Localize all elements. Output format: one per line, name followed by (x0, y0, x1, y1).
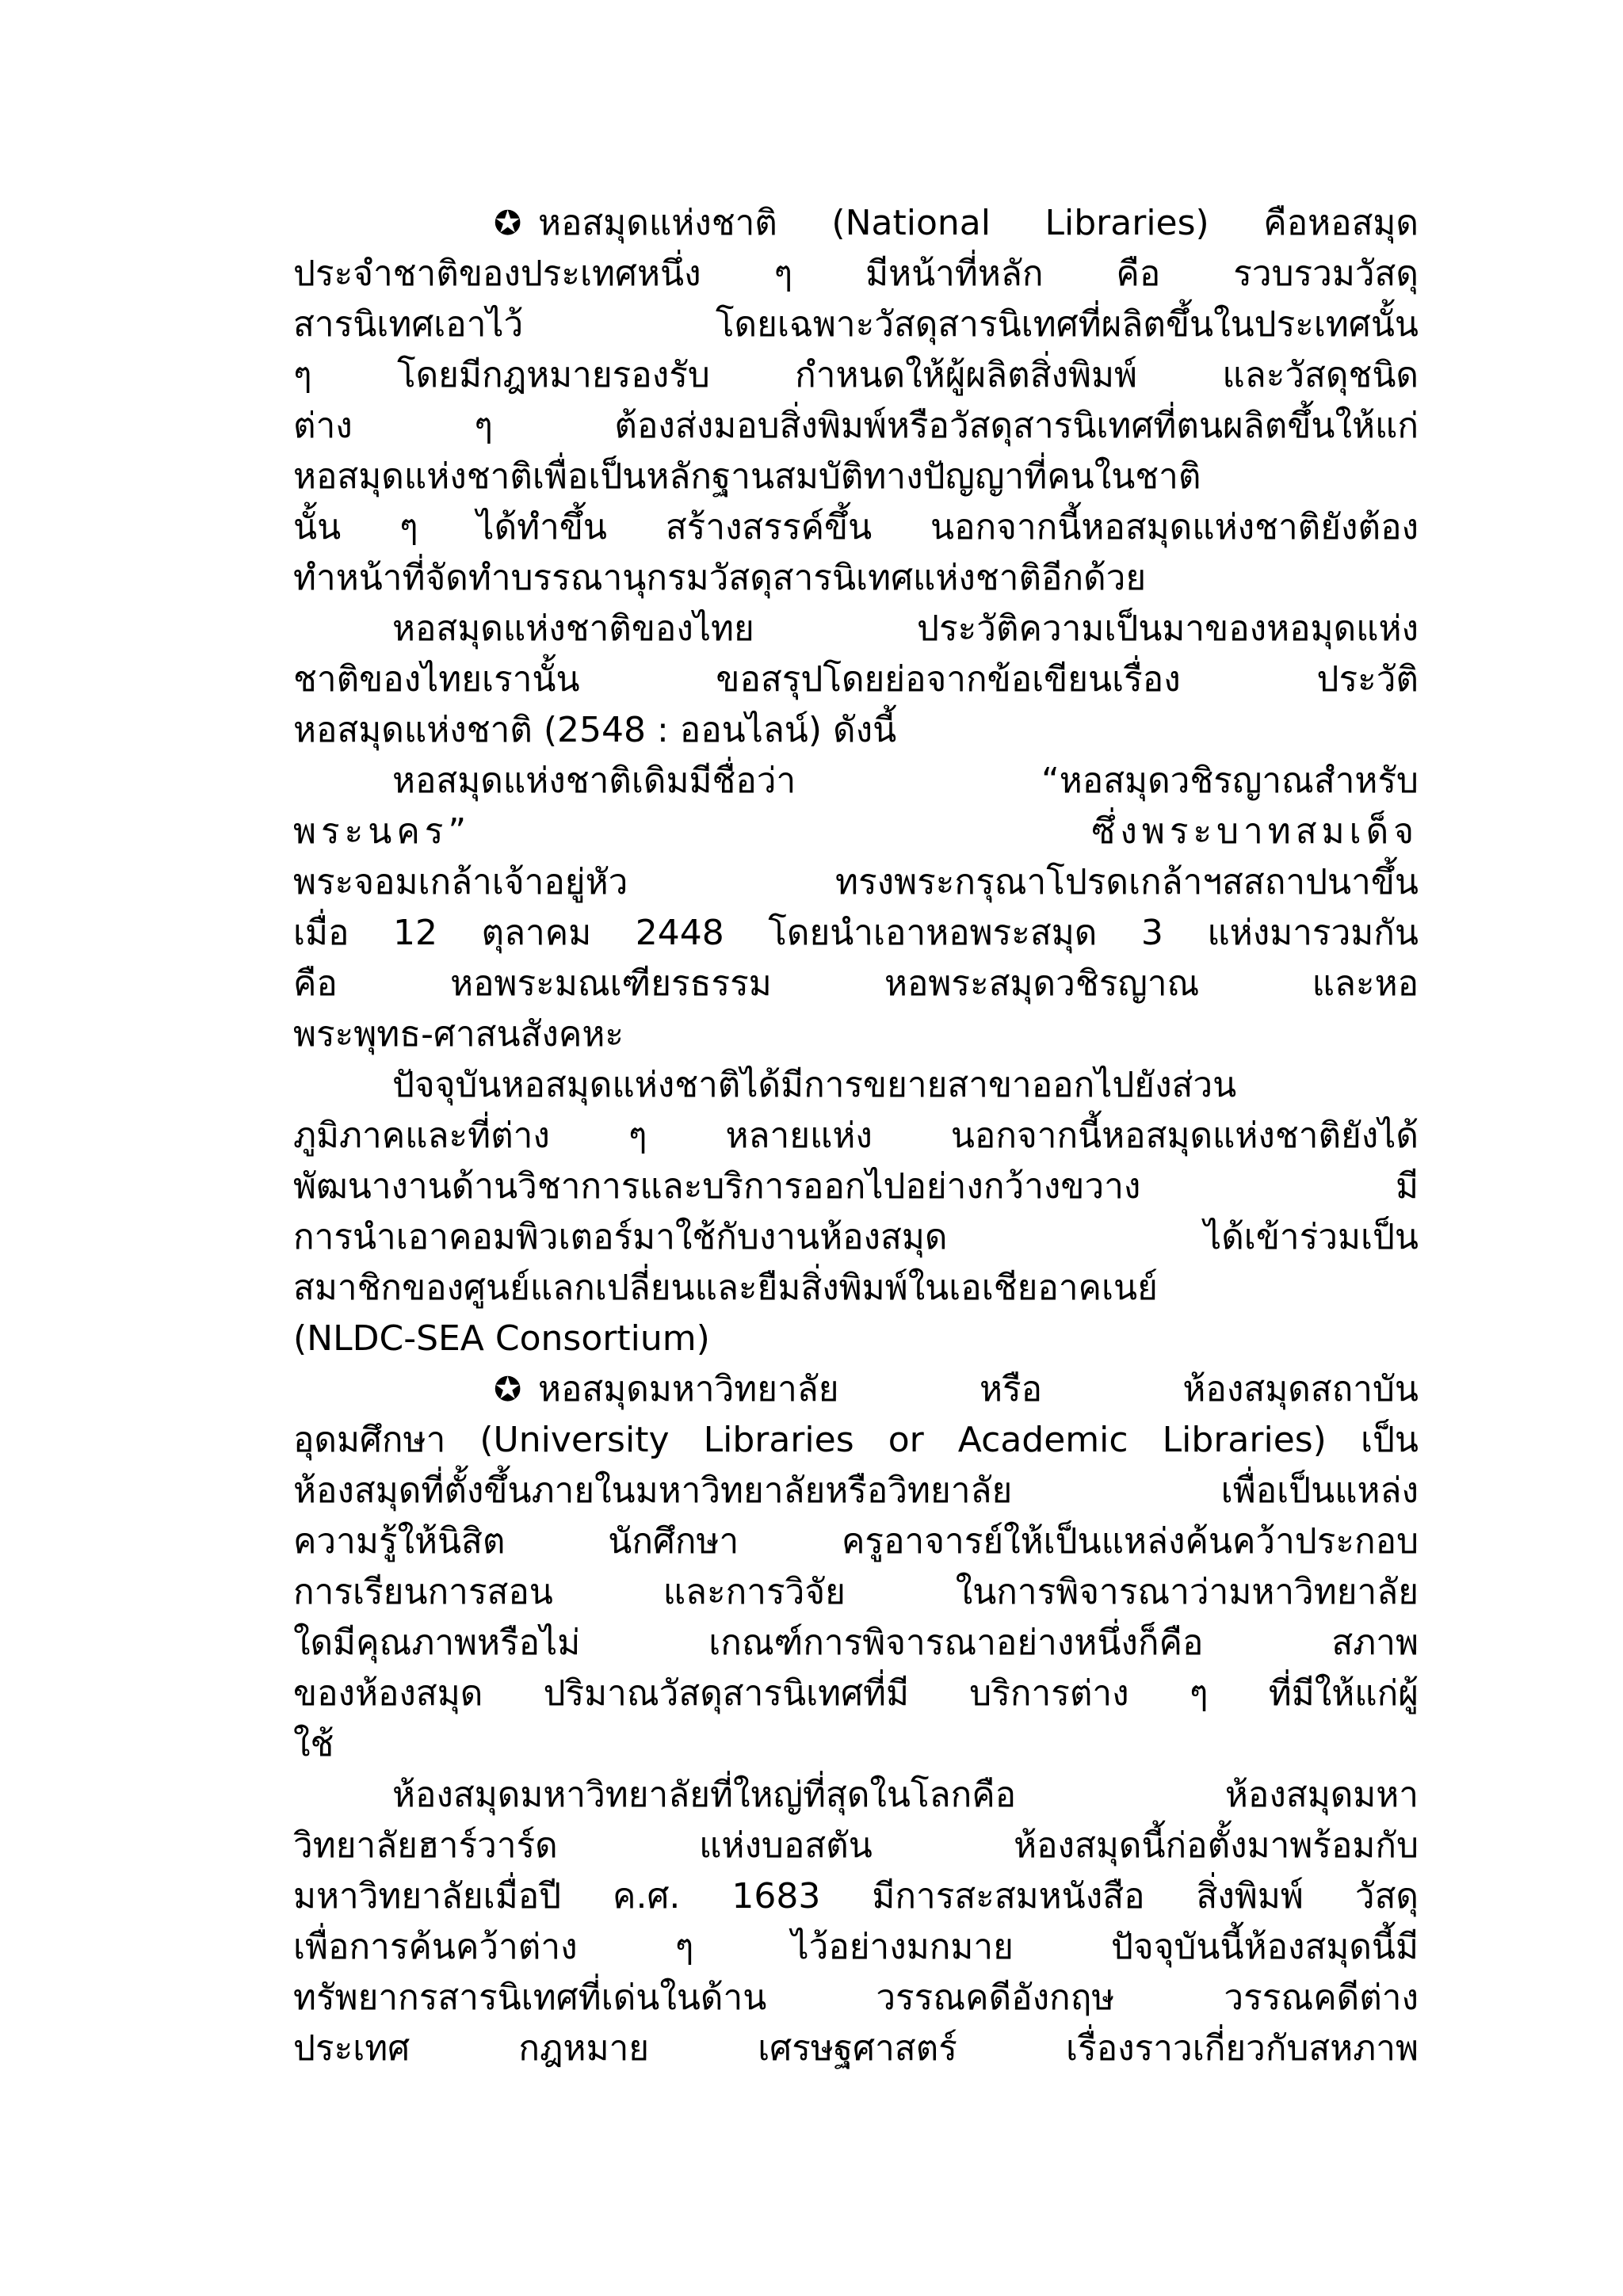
line-text: ห้องสมุดที่ตั้งขึ้นภายในมหาวิทยาลัยหรือวิทยาลัย เพื่อเป็นแหล่ง (293, 1470, 1419, 1511)
line-text: ใดมีคุณภาพหรือไม่ เกณฑ์การพิจารณาอย่างหนึ่งก็คือ สภาพ (293, 1623, 1419, 1663)
text-line (293, 1314, 1419, 1364)
line-text: หอสมุดมหาวิทยาลัย หรือ ห้องสมุดสถาบัน (538, 1369, 1419, 1409)
text-line (293, 1567, 1419, 1618)
line-text: ใช้ (293, 1724, 334, 1764)
line-text: พระจอมเกล้าเจ้าอยู่หัว ทรงพระกรุณาโปรดเกล้าฯสสถาปนาขึ้น (293, 862, 1419, 902)
text-line (293, 553, 1419, 604)
line-text: การนำเอาคอมพิวเตอร์มาใช้กับงานห้องสมุด ได้เข้าร่วมเป็น (293, 1217, 1419, 1257)
text-line (293, 2023, 1419, 2074)
line-text: หอสมุดแห่งชาติเดิมมีชื่อว่า “หอสมุดวชิรญาณสำหรับ (392, 761, 1419, 801)
text-line (293, 857, 1419, 908)
text-line (293, 705, 1419, 756)
line-text: ปัจจุบันหอสมุดแห่งชาติได้มีการขยายสาขาออกไปยังส่วน (392, 1065, 1237, 1105)
text-line (293, 1364, 1419, 1415)
document-body (293, 198, 1419, 2074)
text-line (293, 807, 1419, 857)
text-line (293, 401, 1419, 452)
line-text: ทรัพยากรสารนิเทศที่เด่นในด้าน วรรณคดีอังกฤษ วรรณคดีต่าง (293, 1978, 1419, 2018)
line-text: ความรู้ให้นิสิต นักศึกษา ครูอาจารย์ให้เป็นแหล่งค้นคว้าประกอบ (293, 1521, 1419, 1562)
text-line (293, 604, 1419, 654)
text-line (293, 756, 1419, 807)
line-text: พระพุทธ-ศาสนสังคหะ (293, 1014, 624, 1055)
text-line (293, 654, 1419, 705)
text-line (293, 502, 1419, 553)
line-text: การเรียนการสอน และการวิจัย ในการพิจารณาว่ามหาวิทยาลัย (293, 1572, 1419, 1612)
text-line (293, 1669, 1419, 1719)
text-line (293, 1973, 1419, 2023)
text-line (293, 1821, 1419, 1871)
line-text: ทำหน้าที่จัดทำบรรณานุกรมวัสดุสารนิเทศแห่งชาติอีกด้วย (293, 558, 1147, 598)
line-text: ภูมิภาคและที่ต่าง ๆ หลายแห่ง นอกจากนี้หอสมุดแห่งชาติยังได้ (293, 1116, 1419, 1156)
text-line (293, 1922, 1419, 1973)
line-text: (NLDC-SEA Consortium) (293, 1318, 710, 1359)
line-text: หอสมุดแห่งชาติของไทย ประวัติความเป็นมาของหอมุดแห่ง (392, 608, 1419, 649)
text-line (293, 299, 1419, 350)
text-line (293, 198, 1419, 249)
text-line (293, 908, 1419, 959)
line-text: ๆ โดยมีกฎหมายรองรับ กำหนดให้ผู้ผลิตสิ่งพิมพ์ และวัสดุชนิด (293, 355, 1419, 395)
line-text: คือ หอพระมณเฑียรธรรม หอพระสมุดวชิรญาณ และหอ (293, 963, 1419, 1004)
line-text: วิทยาลัยฮาร์วาร์ด แห่งบอสตัน ห้องสมุดนี้ก่อตั้งมาพร้อมกับ (293, 1825, 1419, 1866)
line-text: พัฒนางานด้านวิชาการและบริการออกไปอย่างกว้างขวาง มี (293, 1166, 1419, 1207)
text-line (293, 1111, 1419, 1161)
text-line (293, 1618, 1419, 1669)
text-line (293, 1263, 1419, 1314)
text-line (293, 1060, 1419, 1111)
text-line (293, 249, 1419, 299)
bullet-star-icon: ✪ (494, 1370, 522, 1409)
text-line (293, 1719, 1419, 1770)
line-text: ของห้องสมุด ปริมาณวัสดุสารนิเทศที่มี บริการต่าง ๆ ที่มีให้แก่ผู้ (293, 1673, 1419, 1714)
line-text: สมาชิกของศูนย์แลกเปลี่ยนและยืมสิ่งพิมพ์ในเอเชียอาคเนย์ (293, 1268, 1158, 1308)
text-line (293, 1516, 1419, 1567)
text-line (293, 350, 1419, 401)
text-line (293, 1770, 1419, 1821)
line-text: ต่าง ๆ ต้องส่งมอบสิ่งพิมพ์หรือวัสดุสารนิเทศที่ตนผลิตขึ้นให้แก่ (293, 406, 1419, 446)
text-line (293, 1871, 1419, 1922)
line-text: เมื่อ 12 ตุลาคม 2448 โดยนำเอาหอพระสมุด 3 แห่งมารวมกัน (293, 913, 1419, 953)
line-text: ชาติของไทยเรานั้น ขอสรุปโดยย่อจากข้อเขียนเรื่อง ประวัติ (293, 659, 1419, 700)
line-text: นั้น ๆ ได้ทำขึ้น สร้างสรรค์ขึ้น นอกจากนี้หอสมุดแห่งชาติยังต้อง (293, 507, 1419, 547)
line-text: เพื่อการค้นคว้าต่าง ๆ ไว้อย่างมกมาย ปัจจุบันนี้ห้องสมุดนี้มี (293, 1927, 1419, 1967)
line-text: หอสมุดแห่งชาติ (National Libraries) คือหอสมุด (538, 203, 1419, 243)
line-text: มหาวิทยาลัยเมื่อปี ค.ศ. 1683 มีการสะสมหนังสือ สิ่งพิมพ์ วัสดุ (293, 1876, 1419, 1917)
text-line (293, 1466, 1419, 1516)
line-text: ประจำชาติของประเทศหนึ่ง ๆ มีหน้าที่หลัก คือ รวบรวมวัสดุ (293, 254, 1419, 294)
text-line (293, 1415, 1419, 1466)
text-line (293, 452, 1419, 502)
text-line (293, 1212, 1419, 1263)
line-text: ประเทศ กฎหมาย เศรษฐศาสตร์ เรื่องราวเกี่ยวกับสหภาพ (293, 2028, 1419, 2069)
text-line (293, 959, 1419, 1009)
text-line (293, 1161, 1419, 1212)
line-text: หอสมุดแห่งชาติ (2548 : ออนไลน์) ดังนี้ (293, 710, 897, 750)
bullet-star-icon: ✪ (494, 204, 522, 242)
line-text: พระนคร” ซึ่งพระบาทสมเด็จ (293, 811, 1419, 852)
line-text: ห้องสมุดมหาวิทยาลัยที่ใหญ่ที่สุดในโลกคือ ห้องสมุดมหา (392, 1775, 1419, 1815)
line-text: สารนิเทศเอาไว้ โดยเฉพาะวัสดุสารนิเทศที่ผลิตขึ้นในประเทศนั้น (293, 304, 1419, 345)
line-text: อุดมศึกษา (University Libraries or Academic Libraries) เป็น (293, 1420, 1419, 1460)
line-text: หอสมุดแห่งชาติเพื่อเป็นหลักฐานสมบัติทางปัญญาที่คนในชาติ (293, 456, 1201, 497)
text-line (293, 1009, 1419, 1060)
